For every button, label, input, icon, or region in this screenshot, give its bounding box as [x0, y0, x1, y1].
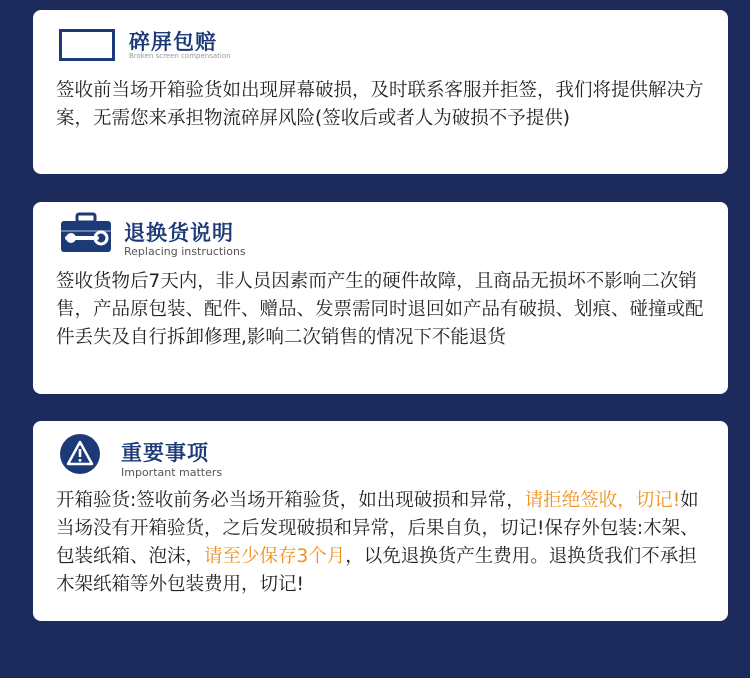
section-title: 重要事项 [121, 441, 209, 465]
body-highlight: 请拒绝签收，切记! [524, 490, 681, 511]
section-body: 签收货物后7天内，非人员因素而产生的硬件故障，且商品无损坏不影响二次销售，产品原包装、配件、赠品、发票需同时退回如产品有破损、划痕、碰撞或配件丢失及自行拆卸修理,影响二次销售的情况下不能退货 [56, 271, 704, 348]
section-subtitle: Replacing instructions [124, 245, 246, 258]
body-highlight: 请至少保存3个月 [204, 546, 346, 567]
important-matters-card [33, 421, 728, 621]
screen-compensation-card [33, 10, 728, 174]
body-text: ，以免退换货产生费用。退换货我们不承担木架纸箱等外包装费用，切记! [56, 546, 697, 595]
section-body [56, 487, 706, 599]
toolbox-icon [59, 212, 113, 254]
section-subtitle: Important matters [121, 466, 223, 479]
body-text: 开箱验货:签收前务必当场开箱验货，如出现破损和异常， [56, 490, 525, 511]
screen-rectangle-icon [59, 29, 115, 61]
section-title: 退换货说明 [124, 221, 234, 245]
warning-triangle-icon [59, 433, 101, 475]
section-subtitle: Broken screen compensation [129, 52, 231, 60]
section-title: 碎屏包赔 [129, 30, 217, 54]
body-text: 如当场没有开箱验货，之后发现破损和异常，后果自负，切记!保存外包装:木架、包装纸箱、泡沫， [56, 490, 699, 567]
return-instructions-card [33, 202, 728, 394]
section-body: 签收前当场开箱验货如出现屏幕破损，及时联系客服并拒签，我们将提供解决方案，无需您来承担物流碎屏风险(签收后或者人为破损不予提供) [56, 80, 704, 129]
